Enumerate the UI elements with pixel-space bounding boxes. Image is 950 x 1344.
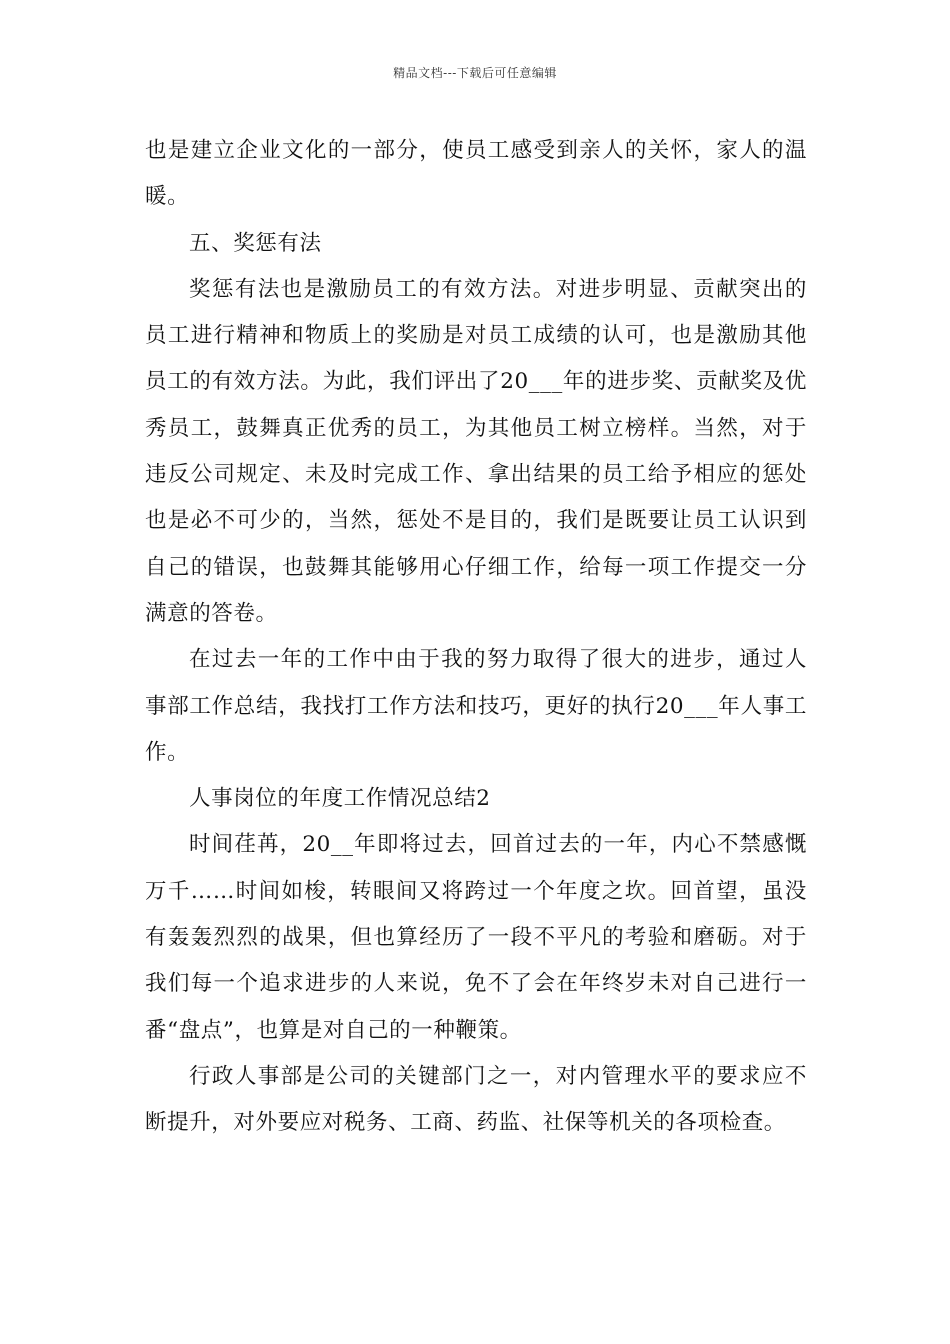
paragraph-rewards: 奖惩有法也是激励员工的有效方法。对进步明显、贡献突出的员工进行精神和物质上的奖励是对员工成绩的认可，也是激励其他员工的有效方法。为此，我们评出了20___年的进步奖、贡献奖及优秀员工，鼓舞真正优秀的员工，为其他员工树立榜样。当然，对于违反公司规定、未及时完成工作、拿出结果的员工给予相应的惩处也是必不可少的，当然，惩处不是目的，我们是既要让员工认识到自己的错误，也鼓舞其能够用心仔细工作，给每一项工作提交一分满意的答卷。: [145, 276, 807, 626]
paragraph-continuation: 也是建立企业文化的一部分，使员工感受到亲人的关怀，家人的温暖。: [145, 138, 807, 210]
paragraph-department: 行政人事部是公司的关键部门之一，对内管理水平的要求应不断提升，对外要应对税务、工商、药监、社保等机关的各项检查。: [145, 1063, 807, 1136]
document-body: [145, 128, 807, 1147]
section-title-summary-2: 人事岗位的年度工作情况总结2: [189, 786, 491, 812]
paragraph-summary: 在过去一年的工作中由于我的努力取得了很大的进步，通过人事部工作总结，我找打工作方法和技巧，更好的执行20___年人事工作。: [145, 647, 807, 765]
section-heading-rewards: 五、奖惩有法: [189, 230, 322, 256]
paragraph-time: 时间荏苒，20__年即将过去，回首过去的一年，内心不禁感慨万千……时间如梭，转眼间又将跨过一个年度之坎。回首望，虽没有轰轰烈烈的战果，但也算经历了一段不平凡的考验和磨砺。对于我们每一个追求进步的人来说，免不了会在年终岁未对自己进行一番“盘点”，也算是对自己的一种鞭策。: [145, 832, 807, 1043]
page-header: 精品文档---下载后可任意编辑: [393, 66, 557, 80]
